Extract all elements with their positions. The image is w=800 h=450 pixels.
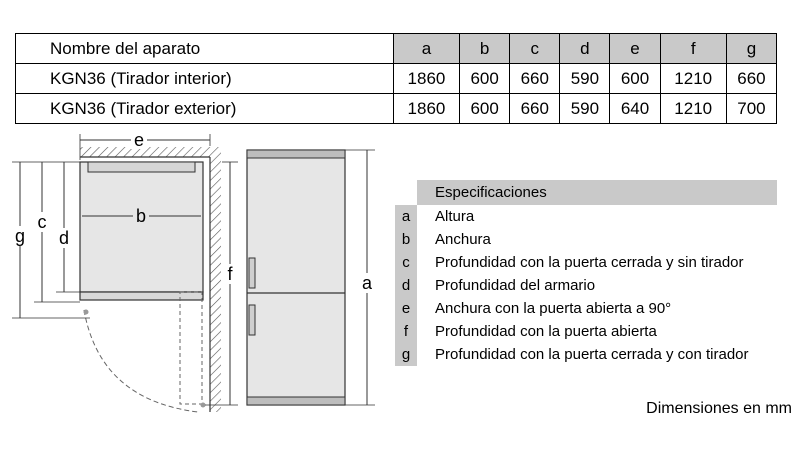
spec-letter: g (395, 343, 417, 366)
row-name-cell: KGN36 (Tirador exterior) (16, 94, 394, 124)
value-cell: 660 (726, 64, 776, 94)
spec-letter: d (395, 274, 417, 297)
dim-g-label: g (14, 226, 26, 246)
specifications-title: Especificaciones (417, 180, 777, 205)
list-item (395, 297, 777, 320)
header-col-d: d (560, 34, 610, 64)
spec-text: Profundidad del armario (435, 277, 596, 294)
spec-text: Profundidad con la puerta cerrada y con tirador (435, 346, 749, 363)
wall-side-hatch (210, 147, 221, 412)
value-cell: 1210 (660, 64, 726, 94)
value-cell: 640 (610, 94, 660, 124)
header-col-a: a (393, 34, 459, 64)
dim-a-label: a (361, 273, 373, 293)
header-col-c: c (510, 34, 560, 64)
value-cell: 1210 (660, 94, 726, 124)
specifications-legend (395, 180, 777, 366)
value-cell: 590 (560, 64, 610, 94)
header-col-f: f (660, 34, 726, 64)
value-cell: 660 (510, 94, 560, 124)
list-item (395, 320, 777, 343)
fridge-bottom-plinth (247, 397, 345, 405)
dim-c-label: c (37, 212, 47, 232)
header-name-cell: Nombre del aparato (16, 34, 394, 64)
value-cell: 600 (610, 64, 660, 94)
value-cell: 1860 (393, 64, 459, 94)
units-note: Dimensiones en mm (646, 400, 792, 417)
list-item (395, 343, 777, 366)
value-cell: 660 (510, 64, 560, 94)
row-name-cell: KGN36 (Tirador interior) (16, 64, 394, 94)
list-item (395, 205, 777, 228)
fridge-door-top-view (80, 292, 203, 300)
header-col-b: b (460, 34, 510, 64)
value-cell: 1860 (393, 94, 459, 124)
dim-e-label: e (133, 130, 145, 150)
hinge-point (84, 310, 89, 315)
spec-letter: a (395, 205, 417, 228)
fridge-top-view (80, 162, 203, 292)
open-door-dashed (180, 292, 202, 404)
list-item (395, 274, 777, 297)
value-cell: 600 (460, 94, 510, 124)
spec-text: Anchura (435, 231, 491, 248)
list-item (395, 228, 777, 251)
spec-text: Profundidad con la puerta abierta (435, 323, 657, 340)
spec-letter: b (395, 228, 417, 251)
lower-door-handle (249, 305, 255, 335)
value-cell: 600 (460, 64, 510, 94)
dim-f-label: f (227, 264, 233, 284)
fridge-top-cap (247, 150, 345, 158)
list-item (395, 251, 777, 274)
dim-d-label: d (58, 228, 70, 248)
spec-text: Profundidad con la puerta cerrada y sin tirador (435, 254, 744, 271)
fridge-front-view (247, 150, 345, 405)
header-col-e: e (610, 34, 660, 64)
header-col-g: g (726, 34, 776, 64)
spec-letter: c (395, 251, 417, 274)
hinge-point-2 (201, 403, 206, 408)
fridge-top-back (88, 162, 195, 172)
dim-b-label: b (135, 206, 147, 226)
upper-door-handle (249, 258, 255, 288)
spec-text: Altura (435, 208, 475, 225)
spec-letter: e (395, 297, 417, 320)
spec-letter: f (395, 320, 417, 343)
value-cell: 700 (726, 94, 776, 124)
value-cell: 590 (560, 94, 610, 124)
door-swing-arc (84, 310, 198, 412)
spec-text: Anchura con la puerta abierta a 90° (435, 300, 672, 317)
